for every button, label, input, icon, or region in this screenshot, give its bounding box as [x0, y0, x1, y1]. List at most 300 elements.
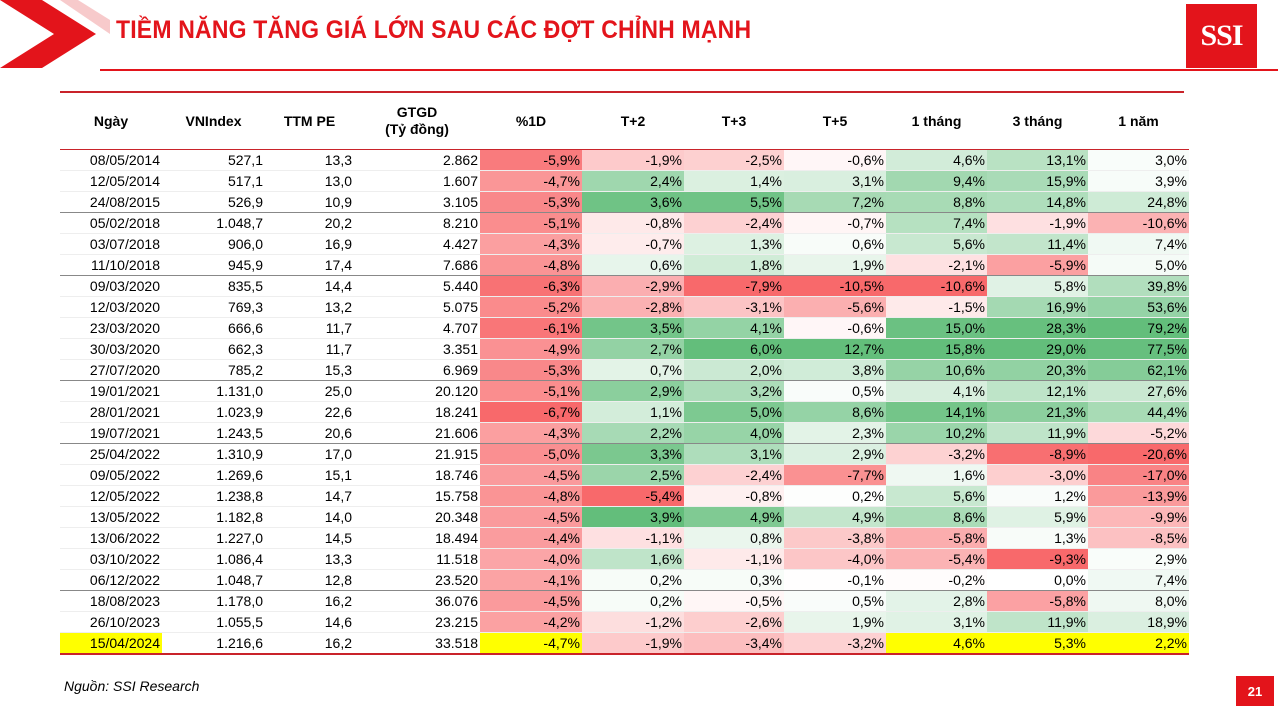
date-cell: 06/12/2022: [60, 570, 162, 591]
value-cell: 527,1: [162, 150, 265, 171]
value-cell: -1,5%: [886, 297, 987, 318]
value-cell: 3.105: [354, 192, 480, 213]
table-row: [60, 591, 1189, 612]
value-cell: -3,2%: [886, 444, 987, 465]
value-cell: 1.607: [354, 171, 480, 192]
value-cell: -6,3%: [480, 276, 582, 297]
column-header: T+3: [684, 93, 784, 150]
value-cell: 15,8%: [886, 339, 987, 360]
value-cell: 945,9: [162, 255, 265, 276]
date-cell: 19/01/2021: [60, 381, 162, 402]
value-cell: 1,6%: [886, 465, 987, 486]
value-cell: 11,9%: [987, 423, 1088, 444]
value-cell: 15.758: [354, 486, 480, 507]
value-cell: 10,2%: [886, 423, 987, 444]
value-cell: 2,0%: [684, 360, 784, 381]
table-row: [60, 570, 1189, 591]
value-cell: 5,8%: [987, 276, 1088, 297]
value-cell: 4,9%: [684, 507, 784, 528]
value-cell: -4,8%: [480, 255, 582, 276]
value-cell: 4,6%: [886, 150, 987, 171]
value-cell: 7,2%: [784, 192, 886, 213]
value-cell: 526,9: [162, 192, 265, 213]
value-cell: -3,4%: [684, 633, 784, 655]
column-header: T+5: [784, 93, 886, 150]
date-cell: 23/03/2020: [60, 318, 162, 339]
value-cell: 20,2: [265, 213, 354, 234]
value-cell: -4,7%: [480, 171, 582, 192]
value-cell: 18.241: [354, 402, 480, 423]
value-cell: 5,5%: [684, 192, 784, 213]
value-cell: 3,1%: [886, 612, 987, 633]
value-cell: 4,1%: [684, 318, 784, 339]
column-header: T+2: [582, 93, 684, 150]
value-cell: -0,6%: [784, 150, 886, 171]
value-cell: -3,8%: [784, 528, 886, 549]
table-row: [60, 612, 1189, 633]
value-cell: 10,6%: [886, 360, 987, 381]
value-cell: -4,0%: [784, 549, 886, 570]
value-cell: 16,2: [265, 591, 354, 612]
correction-table: [60, 93, 1189, 655]
value-cell: -8,9%: [987, 444, 1088, 465]
value-cell: -5,3%: [480, 360, 582, 381]
value-cell: 23.520: [354, 570, 480, 591]
value-cell: 3,9%: [1088, 171, 1189, 192]
value-cell: 20,6: [265, 423, 354, 444]
value-cell: 33.518: [354, 633, 480, 655]
value-cell: 17,0: [265, 444, 354, 465]
value-cell: -1,9%: [582, 633, 684, 655]
date-cell: 19/07/2021: [60, 423, 162, 444]
value-cell: -2,4%: [684, 213, 784, 234]
value-cell: -0,5%: [684, 591, 784, 612]
value-cell: 36.076: [354, 591, 480, 612]
value-cell: 11,7: [265, 339, 354, 360]
table-row: [60, 402, 1189, 423]
value-cell: 2,2%: [1088, 633, 1189, 655]
value-cell: 0,2%: [582, 570, 684, 591]
value-cell: 5.075: [354, 297, 480, 318]
value-cell: -5,9%: [987, 255, 1088, 276]
value-cell: 5,6%: [886, 234, 987, 255]
table-row: [60, 444, 1189, 465]
value-cell: 0,8%: [684, 528, 784, 549]
value-cell: -4,4%: [480, 528, 582, 549]
value-cell: 16,9%: [987, 297, 1088, 318]
date-cell: 26/10/2023: [60, 612, 162, 633]
value-cell: 13,3: [265, 549, 354, 570]
value-cell: 2.862: [354, 150, 480, 171]
value-cell: -6,7%: [480, 402, 582, 423]
value-cell: 3,6%: [582, 192, 684, 213]
value-cell: 8.210: [354, 213, 480, 234]
value-cell: 1,6%: [582, 549, 684, 570]
value-cell: 3,2%: [684, 381, 784, 402]
value-cell: 13,2: [265, 297, 354, 318]
value-cell: 2,8%: [886, 591, 987, 612]
ssi-logo: SSI: [1186, 4, 1257, 68]
value-cell: 17,4: [265, 255, 354, 276]
value-cell: 4,9%: [784, 507, 886, 528]
value-cell: 1.243,5: [162, 423, 265, 444]
table-row: [60, 192, 1189, 213]
value-cell: 18.494: [354, 528, 480, 549]
value-cell: 8,0%: [1088, 591, 1189, 612]
date-cell: 24/08/2015: [60, 192, 162, 213]
value-cell: 1.086,4: [162, 549, 265, 570]
value-cell: 13,0: [265, 171, 354, 192]
value-cell: -4,8%: [480, 486, 582, 507]
chevron-logo-icon: [0, 0, 110, 68]
table-row: [60, 297, 1189, 318]
date-cell: 08/05/2014: [60, 150, 162, 171]
table-row: [60, 213, 1189, 234]
date-cell: 09/05/2022: [60, 465, 162, 486]
column-header: GTGD (Tỷ đồng): [354, 93, 480, 150]
value-cell: 1.269,6: [162, 465, 265, 486]
value-cell: -13,9%: [1088, 486, 1189, 507]
value-cell: 13,1%: [987, 150, 1088, 171]
value-cell: -10,6%: [886, 276, 987, 297]
value-cell: 5,9%: [987, 507, 1088, 528]
value-cell: 20.120: [354, 381, 480, 402]
date-cell: 18/08/2023: [60, 591, 162, 612]
source-note: Nguồn: SSI Research: [64, 678, 200, 694]
value-cell: 14,0: [265, 507, 354, 528]
value-cell: 0,7%: [582, 360, 684, 381]
value-cell: -2,8%: [582, 297, 684, 318]
value-cell: 12,1%: [987, 381, 1088, 402]
table-row: [60, 528, 1189, 549]
value-cell: 1.182,8: [162, 507, 265, 528]
value-cell: 62,1%: [1088, 360, 1189, 381]
value-cell: 8,8%: [886, 192, 987, 213]
value-cell: 15,1: [265, 465, 354, 486]
table-header-row: [60, 93, 1189, 150]
value-cell: 14,5: [265, 528, 354, 549]
value-cell: 2,4%: [582, 171, 684, 192]
value-cell: -4,2%: [480, 612, 582, 633]
date-cell: 28/01/2021: [60, 402, 162, 423]
date-cell: 30/03/2020: [60, 339, 162, 360]
value-cell: 769,3: [162, 297, 265, 318]
value-cell: -1,2%: [582, 612, 684, 633]
value-cell: 0,0%: [987, 570, 1088, 591]
value-cell: 2,9%: [582, 381, 684, 402]
value-cell: 1.048,7: [162, 570, 265, 591]
value-cell: -5,3%: [480, 192, 582, 213]
value-cell: 2,2%: [582, 423, 684, 444]
value-cell: -17,0%: [1088, 465, 1189, 486]
value-cell: 8,6%: [886, 507, 987, 528]
date-cell: 12/05/2014: [60, 171, 162, 192]
value-cell: 4,0%: [684, 423, 784, 444]
value-cell: 1.048,7: [162, 213, 265, 234]
value-cell: 8,6%: [784, 402, 886, 423]
date-cell: 12/05/2022: [60, 486, 162, 507]
value-cell: 14,6: [265, 612, 354, 633]
date-cell: 12/03/2020: [60, 297, 162, 318]
value-cell: 5,0%: [1088, 255, 1189, 276]
table-row: [60, 633, 1189, 655]
value-cell: 14,8%: [987, 192, 1088, 213]
value-cell: 3,1%: [784, 171, 886, 192]
value-cell: 39,8%: [1088, 276, 1189, 297]
value-cell: 3,5%: [582, 318, 684, 339]
value-cell: 24,8%: [1088, 192, 1189, 213]
value-cell: 1,2%: [987, 486, 1088, 507]
value-cell: -3,1%: [684, 297, 784, 318]
value-cell: -5,8%: [987, 591, 1088, 612]
value-cell: -3,0%: [987, 465, 1088, 486]
value-cell: -5,8%: [886, 528, 987, 549]
table-body: [60, 150, 1189, 655]
value-cell: 79,2%: [1088, 318, 1189, 339]
value-cell: -20,6%: [1088, 444, 1189, 465]
value-cell: 27,6%: [1088, 381, 1189, 402]
value-cell: -1,9%: [582, 150, 684, 171]
table-row: [60, 339, 1189, 360]
value-cell: -5,6%: [784, 297, 886, 318]
value-cell: 1.216,6: [162, 633, 265, 655]
value-cell: -3,2%: [784, 633, 886, 655]
value-cell: 785,2: [162, 360, 265, 381]
value-cell: 3,9%: [582, 507, 684, 528]
value-cell: 7,4%: [886, 213, 987, 234]
value-cell: 10,9: [265, 192, 354, 213]
table-row: [60, 423, 1189, 444]
value-cell: 1.310,9: [162, 444, 265, 465]
value-cell: 2,7%: [582, 339, 684, 360]
value-cell: -4,3%: [480, 423, 582, 444]
value-cell: -0,2%: [886, 570, 987, 591]
value-cell: 21.915: [354, 444, 480, 465]
column-header: 3 tháng: [987, 93, 1088, 150]
value-cell: 3,8%: [784, 360, 886, 381]
date-cell: 15/04/2024: [60, 633, 162, 655]
value-cell: 1,3%: [684, 234, 784, 255]
value-cell: 5,0%: [684, 402, 784, 423]
value-cell: 25,0: [265, 381, 354, 402]
value-cell: 44,4%: [1088, 402, 1189, 423]
value-cell: 15,3: [265, 360, 354, 381]
value-cell: -5,0%: [480, 444, 582, 465]
value-cell: 1.238,8: [162, 486, 265, 507]
value-cell: 11,4%: [987, 234, 1088, 255]
value-cell: 11,7: [265, 318, 354, 339]
table-row: [60, 507, 1189, 528]
value-cell: 2,9%: [1088, 549, 1189, 570]
value-cell: -10,5%: [784, 276, 886, 297]
value-cell: -2,1%: [886, 255, 987, 276]
value-cell: 2,5%: [582, 465, 684, 486]
title-divider: [100, 69, 1278, 71]
value-cell: 23.215: [354, 612, 480, 633]
value-cell: 22,6: [265, 402, 354, 423]
value-cell: 3,1%: [684, 444, 784, 465]
table-row: [60, 549, 1189, 570]
table-row: [60, 318, 1189, 339]
table-row: [60, 276, 1189, 297]
value-cell: 16,2: [265, 633, 354, 655]
value-cell: 3,0%: [1088, 150, 1189, 171]
value-cell: -0,8%: [582, 213, 684, 234]
value-cell: -0,8%: [684, 486, 784, 507]
value-cell: 662,3: [162, 339, 265, 360]
date-cell: 05/02/2018: [60, 213, 162, 234]
value-cell: 3,3%: [582, 444, 684, 465]
value-cell: -1,1%: [684, 549, 784, 570]
value-cell: 3.351: [354, 339, 480, 360]
value-cell: 4,6%: [886, 633, 987, 655]
value-cell: 7,4%: [1088, 234, 1189, 255]
value-cell: 1,4%: [684, 171, 784, 192]
table-row: [60, 486, 1189, 507]
value-cell: 1.023,9: [162, 402, 265, 423]
value-cell: -1,1%: [582, 528, 684, 549]
value-cell: 906,0: [162, 234, 265, 255]
value-cell: -0,6%: [784, 318, 886, 339]
value-cell: 1.227,0: [162, 528, 265, 549]
value-cell: -6,1%: [480, 318, 582, 339]
value-cell: 11.518: [354, 549, 480, 570]
table-row: [60, 171, 1189, 192]
column-header: VNIndex: [162, 93, 265, 150]
value-cell: -2,9%: [582, 276, 684, 297]
value-cell: 1,8%: [684, 255, 784, 276]
date-cell: 27/07/2020: [60, 360, 162, 381]
value-cell: 5.440: [354, 276, 480, 297]
value-cell: 6.969: [354, 360, 480, 381]
value-cell: 0,5%: [784, 591, 886, 612]
value-cell: 1,3%: [987, 528, 1088, 549]
value-cell: 29,0%: [987, 339, 1088, 360]
value-cell: 14,4: [265, 276, 354, 297]
value-cell: -0,1%: [784, 570, 886, 591]
value-cell: 1.178,0: [162, 591, 265, 612]
column-header: 1 năm: [1088, 93, 1189, 150]
value-cell: 5,3%: [987, 633, 1088, 655]
value-cell: -5,4%: [582, 486, 684, 507]
value-cell: 1,9%: [784, 255, 886, 276]
value-cell: 14,7: [265, 486, 354, 507]
value-cell: -5,2%: [1088, 423, 1189, 444]
value-cell: -4,9%: [480, 339, 582, 360]
value-cell: -0,7%: [582, 234, 684, 255]
date-cell: 25/04/2022: [60, 444, 162, 465]
value-cell: 21.606: [354, 423, 480, 444]
value-cell: 1.131,0: [162, 381, 265, 402]
value-cell: -4,5%: [480, 465, 582, 486]
table-row: [60, 255, 1189, 276]
table-row: [60, 465, 1189, 486]
value-cell: -5,1%: [480, 213, 582, 234]
table-row: [60, 234, 1189, 255]
value-cell: -9,9%: [1088, 507, 1189, 528]
value-cell: -4,7%: [480, 633, 582, 655]
value-cell: 15,0%: [886, 318, 987, 339]
value-cell: -9,3%: [987, 549, 1088, 570]
value-cell: 14,1%: [886, 402, 987, 423]
value-cell: 18,9%: [1088, 612, 1189, 633]
date-cell: 13/05/2022: [60, 507, 162, 528]
value-cell: -2,5%: [684, 150, 784, 171]
value-cell: 18.746: [354, 465, 480, 486]
value-cell: 1,9%: [784, 612, 886, 633]
value-cell: -0,7%: [784, 213, 886, 234]
value-cell: 2,9%: [784, 444, 886, 465]
value-cell: -4,3%: [480, 234, 582, 255]
date-cell: 03/07/2018: [60, 234, 162, 255]
value-cell: 4,1%: [886, 381, 987, 402]
value-cell: -2,6%: [684, 612, 784, 633]
date-cell: 13/06/2022: [60, 528, 162, 549]
value-cell: -4,1%: [480, 570, 582, 591]
value-cell: -5,4%: [886, 549, 987, 570]
column-header: TTM PE: [265, 93, 354, 150]
value-cell: 2,3%: [784, 423, 886, 444]
value-cell: 0,6%: [582, 255, 684, 276]
value-cell: 21,3%: [987, 402, 1088, 423]
value-cell: -10,6%: [1088, 213, 1189, 234]
value-cell: 1.055,5: [162, 612, 265, 633]
value-cell: -5,9%: [480, 150, 582, 171]
date-cell: 09/03/2020: [60, 276, 162, 297]
column-header: 1 tháng: [886, 93, 987, 150]
value-cell: 20,3%: [987, 360, 1088, 381]
table-row: [60, 150, 1189, 171]
page-title: TIỀM NĂNG TĂNG GIÁ LỚN SAU CÁC ĐỢT CHỈNH MẠNH: [116, 16, 752, 44]
value-cell: 0,2%: [784, 486, 886, 507]
value-cell: 4.427: [354, 234, 480, 255]
date-cell: 03/10/2022: [60, 549, 162, 570]
page-number: 21: [1236, 676, 1274, 706]
value-cell: 6,0%: [684, 339, 784, 360]
value-cell: 15,9%: [987, 171, 1088, 192]
value-cell: -5,1%: [480, 381, 582, 402]
value-cell: 11,9%: [987, 612, 1088, 633]
column-header: Ngày: [60, 93, 162, 150]
value-cell: -1,9%: [987, 213, 1088, 234]
value-cell: 666,6: [162, 318, 265, 339]
table-row: [60, 360, 1189, 381]
value-cell: 20.348: [354, 507, 480, 528]
value-cell: -7,9%: [684, 276, 784, 297]
value-cell: -4,5%: [480, 507, 582, 528]
table-row: [60, 381, 1189, 402]
value-cell: 1,1%: [582, 402, 684, 423]
value-cell: 0,2%: [582, 591, 684, 612]
value-cell: 28,3%: [987, 318, 1088, 339]
value-cell: 12,8: [265, 570, 354, 591]
value-cell: 0,6%: [784, 234, 886, 255]
value-cell: 517,1: [162, 171, 265, 192]
value-cell: -4,5%: [480, 591, 582, 612]
value-cell: 77,5%: [1088, 339, 1189, 360]
value-cell: 835,5: [162, 276, 265, 297]
value-cell: -7,7%: [784, 465, 886, 486]
value-cell: 9,4%: [886, 171, 987, 192]
value-cell: 12,7%: [784, 339, 886, 360]
date-cell: 11/10/2018: [60, 255, 162, 276]
value-cell: 0,5%: [784, 381, 886, 402]
value-cell: 4.707: [354, 318, 480, 339]
value-cell: -2,4%: [684, 465, 784, 486]
value-cell: 5,6%: [886, 486, 987, 507]
value-cell: 7.686: [354, 255, 480, 276]
value-cell: 16,9: [265, 234, 354, 255]
